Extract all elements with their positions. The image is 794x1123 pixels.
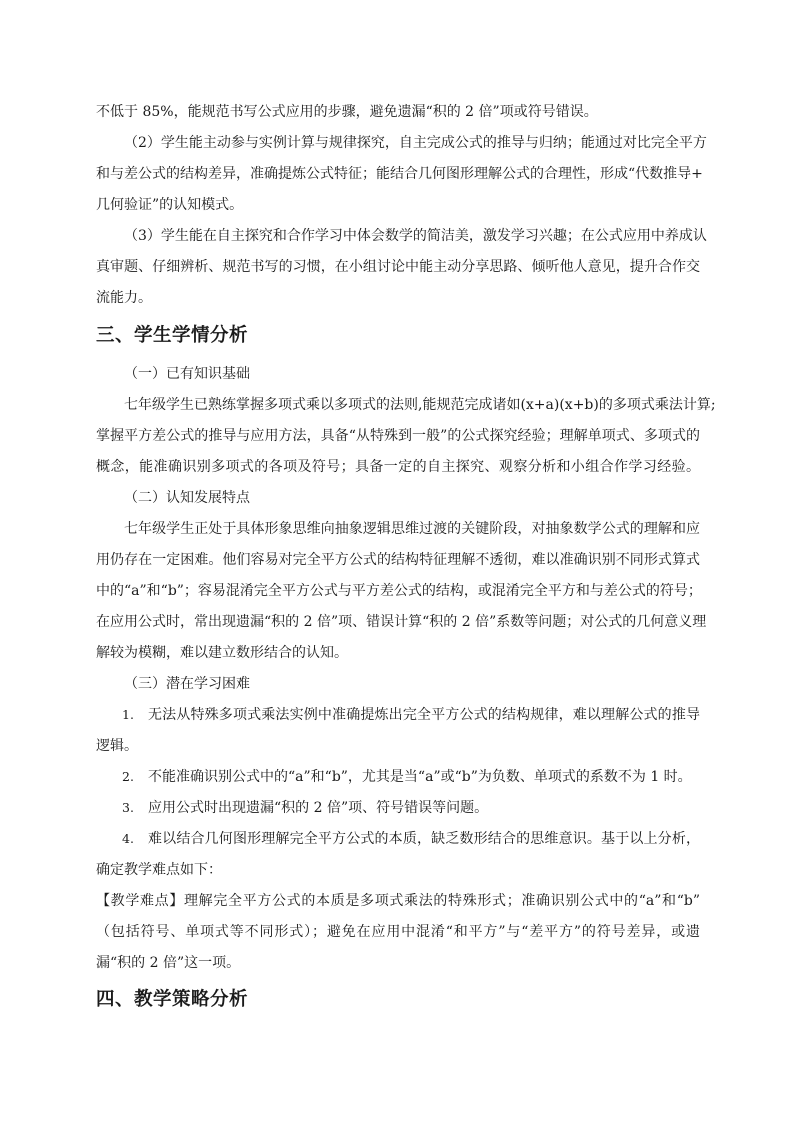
subsection-heading: （一）已有知识基础 [124,366,250,382]
list-number: 4. [122,831,134,846]
subsection-heading: （三）潜在学习困难 [124,676,250,692]
list-item: 难以结合几何图形理解完全平方公式的本质，缺乏数形结合的思维意识。基于以上分析， [148,831,700,847]
list-item-continuation: 逻辑。 [96,738,138,754]
cognition-line: 七年级学生正处于具体形象思维向抽象逻辑思维过渡的关键阶段，对抽象数学公式的理解和应 [124,521,700,537]
subsection-heading: （二）认知发展特点 [124,490,250,506]
goal-2-line: 和与差公式的结构差异，准确提炼公式特征；能结合几何图形理解公式的合理性，形成“代数推导+ [96,166,703,182]
list-item: 无法从特殊多项式乘法实例中准确提炼出完全平方公式的结构规律，难以理解公式的推导 [148,707,700,723]
list-number: 3. [122,800,134,815]
list-item: 应用公式时出现遗漏“积的 2 倍”项、符号错误等问题。 [148,800,489,816]
difficulty-point-line: 漏“积的 2 倍”这一项。 [96,955,241,971]
section-4-heading: 四、教学策略分析 [96,989,249,1010]
goal-3-line: （3）学生能在自主探究和合作学习中体会数学的简洁美，激发学习兴趣；在公式应用中养成认 [124,228,707,244]
cognition-line: 用仍存在一定困难。他们容易对完全平方公式的结构特征理解不透彻，难以准确识别不同形式算式 [96,552,700,568]
knowledge-line: 概念，能准确识别多项式的各项及符号；具备一定的自主探究、观察分析和小组合作学习经验。 [96,459,700,475]
knowledge-line: 七年级学生已熟练掌握多项式乘以多项式的法则,能规范完成诸如(x+a)(x+b)的多项式乘法计算; [124,397,716,413]
cognition-line: 中的“a”和“b”；容易混淆完全平方公式与平方差公式的结构，或混淆完全平方和与差公式的符号； [96,583,702,599]
paragraph-line: 不低于 85%，能规范书写公式应用的步骤，避免遗漏“积的 2 倍”项或符号错误。 [96,104,598,120]
list-number: 1. [122,707,134,722]
goal-2-line: （2）学生能主动参与实例计算与规律探究，自主完成公式的推导与归纳；能通过对比完全平方 [124,135,707,151]
section-3-heading: 三、学生学情分析 [96,325,249,346]
list-item-continuation: 确定教学难点如下： [96,862,222,878]
goal-3-line: 真审题、仔细辨析、规范书写的习惯，在小组讨论中能主动分享思路、倾听他人意见，提升合作交 [96,259,700,275]
difficulty-point-line: （包括符号、单项式等不同形式）；避免在应用中混淆“和平方”与“差平方”的符号差异，或遗 [96,924,700,940]
goal-3-line: 流能力。 [96,290,152,306]
cognition-line: 在应用公式时，常出现遗漏“积的 2 倍”项、错误计算“积的 2 倍”系数等问题；对公式的几何意义理 [96,614,707,630]
goal-2-line: 几何验证”的认知模式。 [96,197,244,213]
knowledge-line: 掌握平方差公式的推导与应用方法，具备“从特殊到一般”的公式探究经验；理解单项式、多项式的 [96,428,700,444]
list-number: 2. [122,769,134,784]
list-item: 不能准确识别公式中的“a”和“b”，尤其是当“a”或“b”为负数、单项式的系数不为 1 时。 [148,769,692,785]
cognition-line: 解较为模糊，难以建立数形结合的认知。 [96,645,348,661]
difficulty-point-line: 【教学难点】理解完全平方公式的本质是多项式乘法的特殊形式；准确识别公式中的“a”和“b” [96,893,700,909]
